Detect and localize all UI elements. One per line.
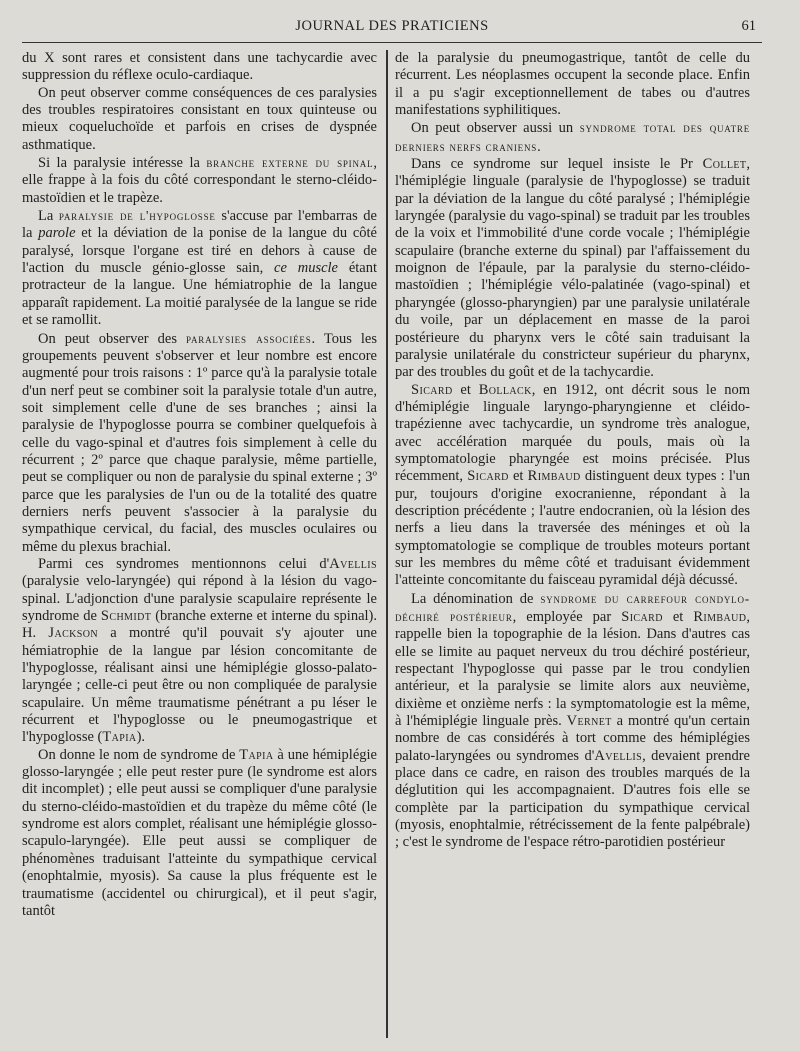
author-name: Tapia	[239, 746, 274, 763]
author-name: Rimbaud	[527, 468, 581, 485]
column-divider	[386, 50, 388, 1038]
paragraph: Si la paralysie intéresse la branche externe du spinal, elle frappe à la fois du côté correspondant le sterno-cléido-mastoïdien et le trapèze.	[22, 155, 377, 206]
author-name: Jackson	[48, 625, 98, 642]
paragraph: du X sont rares et consistent dans une tachycardie avec suppression du réflexe oculo-cardiaque.	[22, 50, 377, 84]
author-name: Avellis	[329, 555, 377, 572]
author-name: Collet	[702, 156, 747, 173]
right-column	[395, 50, 750, 852]
author-name: Sicard	[621, 609, 663, 625]
author-name: Sicard	[411, 381, 453, 398]
paragraph: On peut observer des paralysies associées. Tous les groupements peuvent s'observer et leur nombre est encore augmenté pour trois raisons : 1º parce qu'à la paralysie totale d'un nerf peut se combiner soit la paralysie totale d'un autre, soit simplement celle d'une de ses branches ; ainsi la paralysie de l'hypoglosse pourra se combiner quelquefois à celle du vago-spinal et d'autres fois simplement à celle du récurrent ; 2º parce que chaque paralysie, même partielle, peut se compliquer ou non de paralysie du spinal externe ; 3º parce que les paralysies de l'un ou de la totalité des quatre derniers nerfs peuvent s'associer à la paralysie du sympathique cervical, du facial, des muscles oculaires ou même du plexus brachial.	[22, 330, 378, 555]
author-name: Sicard	[467, 468, 509, 485]
author-name: Vernet	[566, 713, 612, 730]
paragraph: On peut observer aussi un syndrome total des quatre derniers nerfs craniens.	[395, 120, 750, 155]
paragraph: Sicard et Bollack, en 1912, ont décrit sous le nom d'hémiplégie linguale laryngo-pharyngienne et cléido-trapézienne avec tachycardie, un syndrome très analogue, avec accélération marquée du pouls, mais où la symptomatologie pharyngée est moins précisée. Plus récemment, Sicard et Rimbaud distinguent deux types : l'un pur, toujours d'origine exocranienne, répondant à la description précédente ; l'autre endocranien, où la lésion des nerfs a lieu dans la traversée des méninges et où la symptomatologie se complique de troubles moteurs portant sur les membres du même côté et traduisant évidemment l'atteinte concomitante du faisceau pyramidal déjà décussé.	[395, 381, 750, 589]
author-name: Tapia	[102, 729, 137, 746]
paragraph: La dénomination de syndrome du carrefour condylo-déchiré postérieur, employée par Sicard et Rimbaud, rappelle bien la topographie de la lésion. Dans d'autres cas elle se limite au paquet nerveux du trou déchiré postérieur, respectant l'hypoglosse qui passe par le trou condylien antérieur, et la paralysie se limite alors aux neuvième, dixième et onzième nerfs : la symptomatologie est la même, à l'hémiplégie linguale près. Vernet a montré qu'un certain nombre de cas considérés à tort comme des hémiplégies palato-laryngées ou syndromes d'Avellis, devaient prendre place dans ce cadre, en raison des troubles marqués de la déglutition qui les accompagnaient. D'autres fois elle se complète par la participation du sympathique cervical (myosis, enophtalmie, rétrécissement de la fente palpébrale) ; c'est le syndrome de l'espace rétro-parotidien postérieur	[395, 590, 751, 851]
page-header	[22, 14, 762, 43]
term-syndrome-total: syndrome total des quatre derniers nerfs craniens	[395, 120, 750, 154]
running-title: JOURNAL DES PRATICIENS	[295, 18, 489, 34]
paragraph: Parmi ces syndromes mentionnons celui d'Avellis (paralysie velo-laryngée) qui répond à la lésion du vago-spinal. L'adjonction d'une paralysie scapulaire représente le syndrome de Schmidt (branche externe et interne du spinal). H. Jackson a montré qu'il pouvait s'y ajouter une hémiatrophie de la langue par lésion concomitante de l'hypoglosse, réalisant ainsi une hémiplégie glosso-palato-laryngée ; celle-ci peut être ou non compliquée de paralysie scapulaire. Un même traumatisme pénétrant a pu léser le récurrent et l'hypoglosse ou le pneumogastrique et l'hypoglosse (Tapia).	[22, 555, 377, 746]
left-column	[22, 50, 377, 920]
author-name: Avellis	[594, 747, 643, 764]
paragraph: La paralysie de l'hypoglosse s'accuse par l'embarras de la parole et la déviation de la ponise de la langue du côté paralysé, lorsque l'organe est tiré en dehors à cause de l'action du muscle génio-glosse sain, ce muscle étant protracteur de la langue. Une hémiatrophie de la langue apparaît rapidement. La moitié paralysée de la langue se ride et se ramollit.	[22, 208, 378, 329]
paragraph: On donne le nom de syndrome de Tapia à une hémiplégie glosso-laryngée ; elle peut rester pure (le syndrome est alors dit incomplet) ; elle peut aussi se compliquer d'une paralysie du sterno-cléido-mastoïdien et du trapèze du même côté (le syndrome est alors complet, réalisant une hémiplégie glosso-scapulo-laryngée). Elle peut aussi se compliquer de phénomènes traduisant l'atteinte du sympathique cervical (enophtalmie, myosis). Sa cause la plus fréquente est le traumatisme (accidentel ou chirurgical), et il peut s'agir, tantôt	[22, 746, 377, 919]
paragraph: Dans ce syndrome sur lequel insiste le Pr Collet, l'hémiplégie linguale (paralysie de l'hypoglosse) se traduit par la déviation de la langue du côté paralysé ; l'hémiplégie laryngée (paralysie du vago-spinal) se traduit par les troubles de la voix et l'immobilité d'une corde vocale ; l'hémiplégie scapulaire (branche externe du spinal) par l'affaissement du moignon de l'épaule, par la paralysie du sterno-cléido-mastoïdien ; l'hémiplégie vélo-palatinée (vago-spinal) et pharyngée (glosso-pharyngien) par une paralysie unilatérale du voile, par un déplacement en masse de la paroi postérieure du pharynx vers le côté sain traduisant la paralysie unilatérale du constricteur supérieur du pharynx, par des troubles du goût et de la tachycardie.	[395, 156, 750, 381]
term-branche-externe: branche externe du spinal	[206, 155, 374, 171]
term-paralysie-hypoglosse: paralysie de l'hypoglosse	[58, 208, 216, 224]
author-name: Schmidt	[100, 608, 152, 624]
author-name: Rimbaud	[693, 609, 747, 625]
page-number: 61	[741, 18, 756, 34]
term-syndrome-carrefour: syndrome du carrefour condylo-déchiré postérieur	[395, 590, 751, 624]
paragraph: On peut observer comme conséquences de ces paralysies des troubles respiratoires consistant en toux quinteuse ou mieux coqueluchoïde et parfois en crises de dyspnée asthmatique.	[22, 84, 377, 153]
paragraph: de la paralysie du pneumogastrique, tantôt de celle du récurrent. Les néoplasmes occupent la seconde place. Enfin il a pu s'agir exceptionnellement de tabes ou d'autres manifestations syphilitiques.	[395, 50, 750, 119]
term-paralysies-associees: paralysies associées	[186, 330, 312, 346]
author-name: Bollack	[478, 381, 532, 398]
